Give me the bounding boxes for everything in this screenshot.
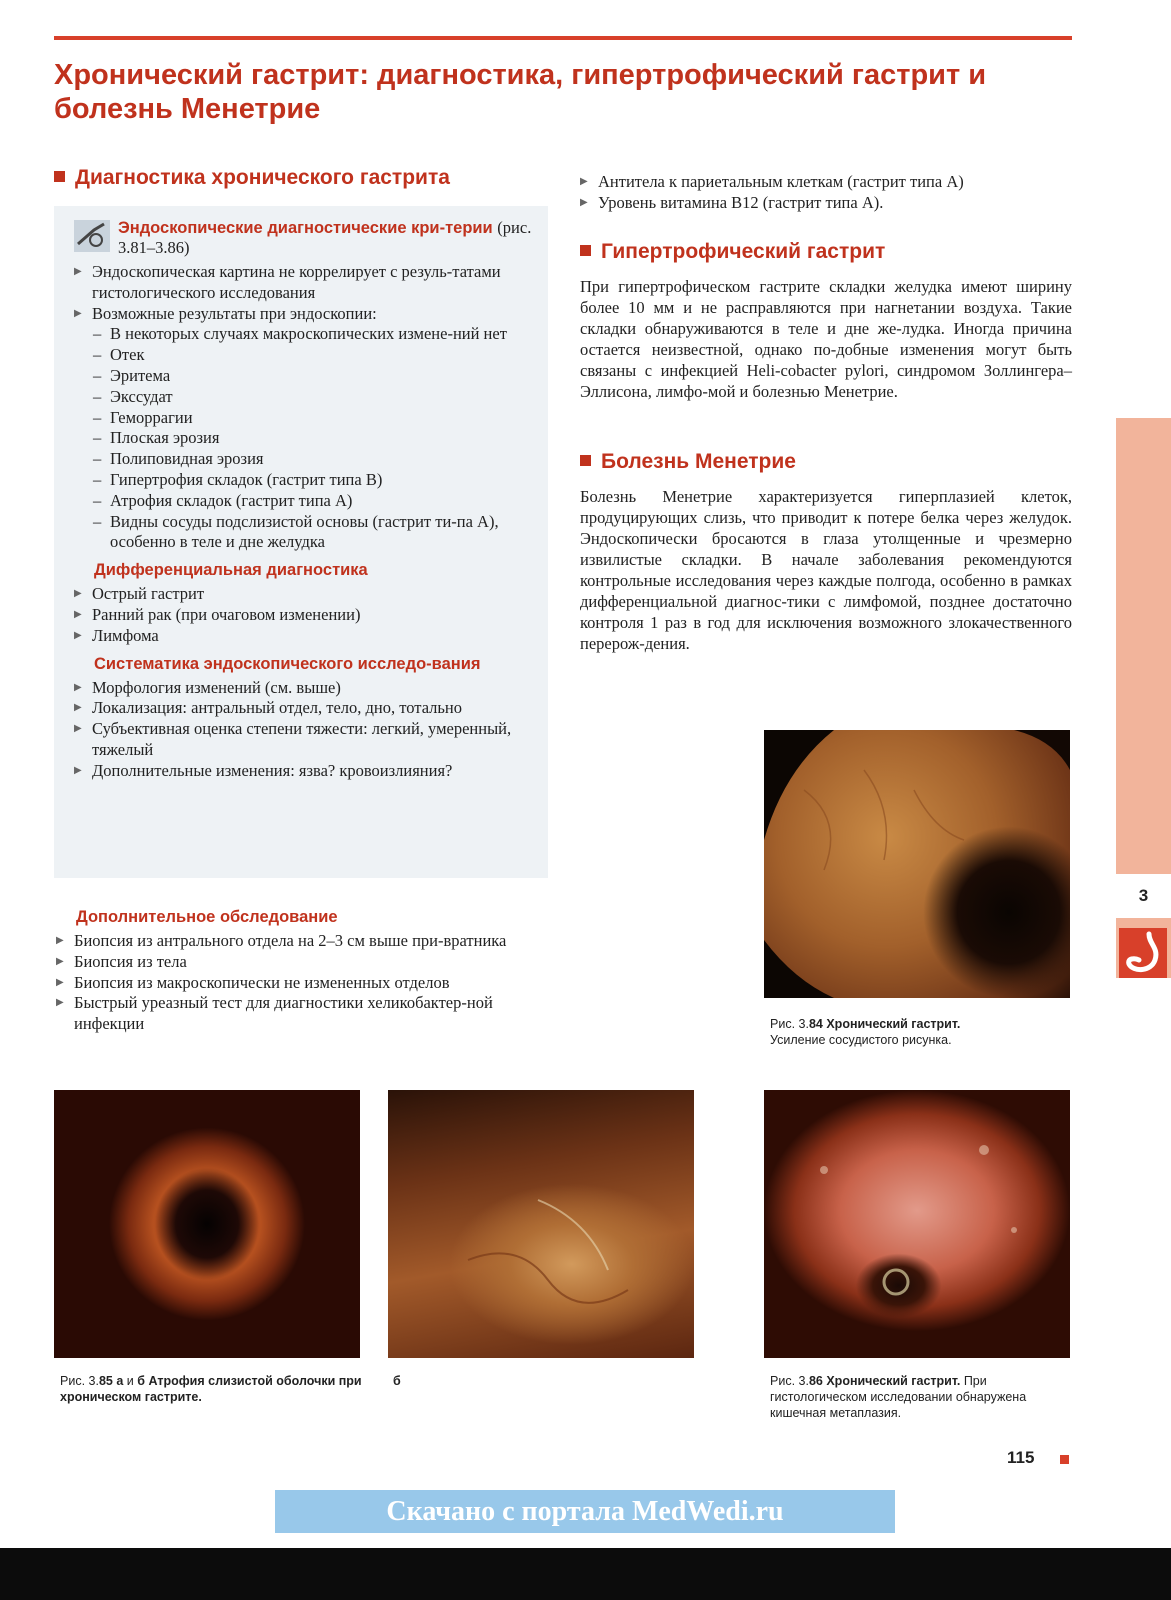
list-item: – Атрофия складок (гастрит типа A) xyxy=(74,491,534,512)
endoscopy-list xyxy=(74,262,534,324)
list-item: ▶ Морфология изменений (см. выше) xyxy=(74,678,534,699)
list-item: ▶ Локализация: антральный отдел, тело, дно, тотально xyxy=(74,698,534,719)
chapter-number: 3 xyxy=(1116,874,1171,918)
systematics-list xyxy=(74,678,534,782)
download-banner[interactable]: Скачано с портала MedWedi.ru xyxy=(275,1490,895,1533)
list-item: – Эритема xyxy=(74,366,534,387)
list-item: ▶ Лимфома xyxy=(74,626,534,647)
list-item: ▶ Ранний рак (при очаговом изменении) xyxy=(74,605,534,626)
right-top-list xyxy=(580,172,1060,214)
page-title: Хронический гастрит: диагностика, гипертрофический гастрит и болезнь Менетрие xyxy=(54,59,987,125)
endoscopy-content xyxy=(74,218,534,782)
list-item: – Плоская эрозия xyxy=(74,428,534,449)
endoscope-icon xyxy=(74,220,110,252)
chapter-tab xyxy=(1116,418,1171,978)
figure-3-84-caption: Рис. 3.84 Хронический гастрит. Усиление сосудистого рисунка. xyxy=(770,1017,961,1047)
figure-3-85b-label: б xyxy=(393,1374,401,1388)
differential-heading: Дифференциальная диагностика xyxy=(94,561,368,580)
hypertrophic-text: При гипертрофическом гастрите складки желудка имеют ширину более 10 мм и не расправляются при нагнетании воздуха. Такие складки обнаруживаются в теле и дне же-лудка. Иногда причина остается неизвестной, однако по-добные изменения могут быть связаны с инфекцией Heli-cobacter pylori, синдромом Золлингера–Эллисона, лимфо-мой и болезнью Менетрие. xyxy=(580,277,1072,401)
additional-heading: Дополнительное обследование xyxy=(76,908,338,926)
list-item: ▶ Биопсия из макроскопически не измененных отделов xyxy=(56,973,546,994)
footer-bar xyxy=(0,1548,1171,1600)
list-item: ▶ Субъективная оценка степени тяжести: легкий, умеренный, тяжелый xyxy=(74,719,534,761)
figure-3-85b-photo xyxy=(388,1090,694,1358)
endoscopy-criteria-block xyxy=(74,218,534,258)
list-item: ▶ Антитела к париетальным клеткам (гастрит типа А) xyxy=(580,172,1060,193)
list-item: – Геморрагии xyxy=(74,408,534,429)
list-item: ▶ Быстрый уреазный тест для диагностики хеликобактер-ной инфекции xyxy=(56,993,546,1035)
figure-3-86-photo xyxy=(764,1090,1070,1358)
endoscopy-figure-ref: (рис. 3.81–3.86) xyxy=(118,218,532,257)
hypertrophic-heading: Гипертрофический гастрит xyxy=(580,240,885,264)
figure-3-85a-photo xyxy=(54,1090,360,1358)
list-item: ▶ Эндоскопическая картина не коррелирует с резуль-татами гистологического исследования xyxy=(74,262,534,304)
figure-3-84-photo xyxy=(764,730,1070,998)
menetrier-heading: Болезнь Менетрие xyxy=(580,450,796,474)
list-item: – Гипертрофия складок (гастрит типа B) xyxy=(74,470,534,491)
systematics-heading: Систематика эндоскопического исследо-вания xyxy=(94,654,481,673)
list-item: – Видны сосуды подслизистой основы (гастрит ти-па A), особенно в теле и дне желудка xyxy=(74,512,534,554)
list-item: ▶ Уровень витамина B12 (гастрит типа А). xyxy=(580,193,1060,214)
endoscopy-sublist xyxy=(74,324,534,553)
differential-list xyxy=(74,584,534,646)
list-item: ▶ Биопсия из антрального отдела на 2–3 см выше при-вратника xyxy=(56,931,546,952)
page-number-marker xyxy=(1060,1455,1069,1464)
stomach-icon xyxy=(1119,928,1167,978)
list-item: – В некоторых случаях макроскопических измене-ний нет xyxy=(74,324,534,345)
list-item: ▶ Острый гастрит xyxy=(74,584,534,605)
list-item: ▶ Биопсия из тела xyxy=(56,952,546,973)
menetrier-text: Болезнь Менетрие характеризуется гиперплазией клеток, продуцирующих слизь, что приводит к потере белка через желудок. Эндоскопически бросаются в глаза утолщенные и чрезмерно извилистые складки. В начале заболевания рекомендуются контрольные исследования через каждые полгода, особенно в рамках дифференциальной диагнос-тики с лимфомой, позднее достаточно контроля 1 раз в год для исключения возможного злокачественного перерож-дения. xyxy=(580,487,1072,653)
list-item: – Экссудат xyxy=(74,387,534,408)
page-number: 115 xyxy=(1007,1448,1035,1467)
additional-list xyxy=(56,931,546,1035)
list-item: ▶ Дополнительные изменения: язва? кровоизлияния? xyxy=(74,761,534,782)
list-item: – Полиповидная эрозия xyxy=(74,449,534,470)
figure-3-85-caption: Рис. 3.85 а и б Атрофия слизистой оболочки при хроническом гастрите. xyxy=(60,1374,362,1404)
list-item: – Отек xyxy=(74,345,534,366)
diagnostics-heading: Диагностика хронического гастрита xyxy=(54,166,450,190)
top-rule xyxy=(54,36,1072,40)
additional-section xyxy=(56,908,546,1035)
endoscopy-criteria-heading: Эндоскопические диагностические кри-терии xyxy=(118,219,493,237)
figure-3-86-caption: Рис. 3.86 Хронический гастрит. При гистологическом исследовании обнаружена кишечная метаплазия. xyxy=(770,1374,1027,1420)
list-item: ▶ Возможные результаты при эндоскопии: xyxy=(74,304,534,325)
